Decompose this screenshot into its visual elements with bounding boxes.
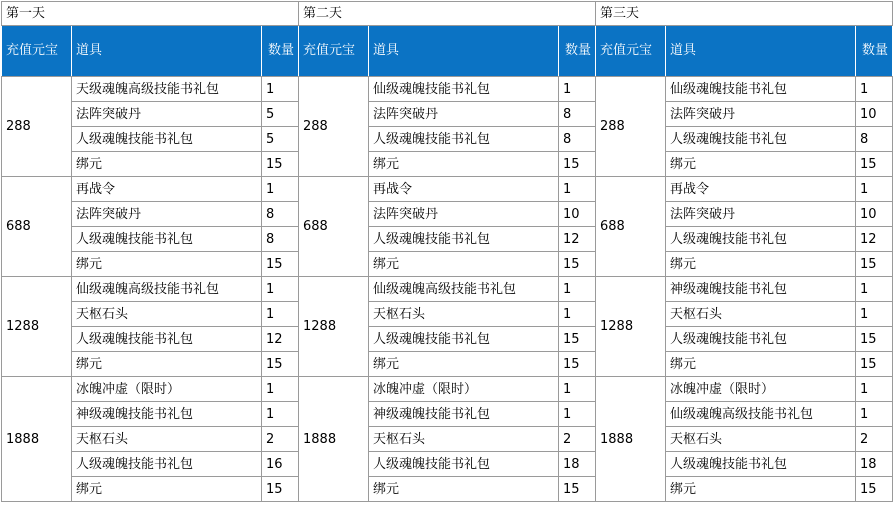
item-name: 绑元 [666,152,856,177]
item-qty: 15 [262,477,299,502]
item-qty: 2 [262,427,299,452]
recharge-amount: 688 [2,177,72,277]
item-qty: 15 [262,252,299,277]
day-title: 第一天 [2,2,299,26]
item-qty: 10 [559,202,596,227]
item-qty: 1 [856,377,893,402]
item-qty: 8 [559,102,596,127]
item-name: 冰魄冲虚（限时） [666,377,856,402]
item-name: 绑元 [72,252,262,277]
table-row [2,427,893,452]
item-name: 人级魂魄技能书礼包 [666,227,856,252]
item-qty: 5 [262,127,299,152]
item-name: 仙级魂魄技能书礼包 [666,77,856,102]
item-name: 人级魂魄技能书礼包 [666,327,856,352]
item-name: 天枢石头 [666,302,856,327]
recharge-amount: 288 [299,77,369,177]
item-name: 绑元 [72,352,262,377]
item-qty: 1 [856,177,893,202]
table-row [2,202,893,227]
item-name: 人级魂魄技能书礼包 [72,327,262,352]
item-qty: 2 [856,427,893,452]
day-title-row [2,2,893,26]
recharge-amount: 1888 [2,377,72,502]
item-qty: 1 [856,402,893,427]
amount-header: 充值元宝 [299,26,369,77]
recharge-amount: 1888 [596,377,666,502]
item-name: 天级魂魄高级技能书礼包 [72,77,262,102]
item-qty: 1 [262,377,299,402]
recharge-amount: 688 [299,177,369,277]
day-title: 第三天 [596,2,893,26]
table-row [2,377,893,402]
item-name: 天枢石头 [72,302,262,327]
recharge-amount: 1888 [299,377,369,502]
item-header: 道具 [666,26,856,77]
item-header: 道具 [72,26,262,77]
item-name: 法阵突破丹 [72,102,262,127]
item-qty: 15 [262,352,299,377]
item-name: 法阵突破丹 [369,202,559,227]
item-name: 人级魂魄技能书礼包 [369,327,559,352]
recharge-amount: 1288 [2,277,72,377]
item-name: 绑元 [666,477,856,502]
item-qty: 1 [856,77,893,102]
recharge-amount: 288 [2,77,72,177]
item-qty: 1 [262,77,299,102]
item-qty: 15 [856,152,893,177]
table-row [2,177,893,202]
recharge-amount: 1288 [596,277,666,377]
item-name: 再战令 [72,177,262,202]
item-name: 人级魂魄技能书礼包 [72,227,262,252]
item-name: 人级魂魄技能书礼包 [72,452,262,477]
recharge-reward-table [1,1,893,502]
day-title: 第二天 [299,2,596,26]
table-row [2,77,893,102]
qty-header: 数量 [856,26,893,77]
item-name: 绑元 [666,352,856,377]
item-qty: 1 [559,77,596,102]
item-qty: 18 [856,452,893,477]
item-qty: 8 [856,127,893,152]
item-name: 天枢石头 [666,427,856,452]
item-qty: 15 [559,327,596,352]
item-qty: 15 [856,477,893,502]
item-name: 绑元 [369,252,559,277]
item-qty: 1 [559,277,596,302]
item-name: 人级魂魄技能书礼包 [369,227,559,252]
item-name: 神级魂魄技能书礼包 [666,277,856,302]
item-name: 冰魄冲虚（限时） [72,377,262,402]
column-header-row [2,26,893,77]
item-name: 绑元 [72,477,262,502]
table-row [2,352,893,377]
item-name: 天枢石头 [369,427,559,452]
item-name: 人级魂魄技能书礼包 [369,127,559,152]
item-name: 仙级魂魄高级技能书礼包 [369,277,559,302]
item-name: 冰魄冲虚（限时） [369,377,559,402]
item-name: 绑元 [369,352,559,377]
table-row [2,102,893,127]
item-qty: 1 [559,177,596,202]
item-name: 人级魂魄技能书礼包 [72,127,262,152]
item-qty: 15 [559,252,596,277]
item-qty: 1 [559,302,596,327]
item-qty: 1 [262,177,299,202]
item-name: 天枢石头 [72,427,262,452]
recharge-amount: 1288 [299,277,369,377]
table-row [2,302,893,327]
recharge-amount: 688 [596,177,666,277]
item-qty: 10 [856,202,893,227]
item-qty: 8 [262,202,299,227]
table-row [2,152,893,177]
item-name: 法阵突破丹 [72,202,262,227]
table-row [2,252,893,277]
table-row [2,327,893,352]
table-row [2,477,893,502]
item-qty: 18 [559,452,596,477]
item-name: 法阵突破丹 [666,102,856,127]
table-row [2,227,893,252]
item-qty: 8 [262,227,299,252]
item-name: 再战令 [369,177,559,202]
table-row [2,127,893,152]
item-name: 人级魂魄技能书礼包 [369,452,559,477]
item-qty: 1 [262,277,299,302]
item-qty: 1 [559,377,596,402]
item-name: 仙级魂魄高级技能书礼包 [666,402,856,427]
table-row [2,452,893,477]
item-name: 神级魂魄技能书礼包 [72,402,262,427]
item-name: 绑元 [666,252,856,277]
item-qty: 15 [559,477,596,502]
item-qty: 12 [856,227,893,252]
table-row [2,277,893,302]
item-name: 仙级魂魄技能书礼包 [369,77,559,102]
item-qty: 10 [856,102,893,127]
item-name: 法阵突破丹 [666,202,856,227]
item-qty: 8 [559,127,596,152]
item-header: 道具 [369,26,559,77]
item-qty: 1 [262,402,299,427]
item-qty: 1 [856,277,893,302]
item-name: 人级魂魄技能书礼包 [666,127,856,152]
item-qty: 1 [856,302,893,327]
item-qty: 15 [559,152,596,177]
item-qty: 15 [559,352,596,377]
item-qty: 1 [559,402,596,427]
item-qty: 2 [559,427,596,452]
item-name: 天枢石头 [369,302,559,327]
item-name: 仙级魂魄高级技能书礼包 [72,277,262,302]
qty-header: 数量 [559,26,596,77]
item-name: 神级魂魄技能书礼包 [369,402,559,427]
item-qty: 12 [262,327,299,352]
item-qty: 5 [262,102,299,127]
recharge-amount: 288 [596,77,666,177]
item-name: 绑元 [369,152,559,177]
item-qty: 15 [856,327,893,352]
item-qty: 1 [262,302,299,327]
item-qty: 15 [856,352,893,377]
item-qty: 12 [559,227,596,252]
qty-header: 数量 [262,26,299,77]
item-name: 人级魂魄技能书礼包 [666,452,856,477]
amount-header: 充值元宝 [596,26,666,77]
item-name: 绑元 [369,477,559,502]
item-qty: 15 [856,252,893,277]
item-name: 法阵突破丹 [369,102,559,127]
item-name: 绑元 [72,152,262,177]
item-qty: 15 [262,152,299,177]
table-row [2,402,893,427]
item-qty: 16 [262,452,299,477]
amount-header: 充值元宝 [2,26,72,77]
item-name: 再战令 [666,177,856,202]
